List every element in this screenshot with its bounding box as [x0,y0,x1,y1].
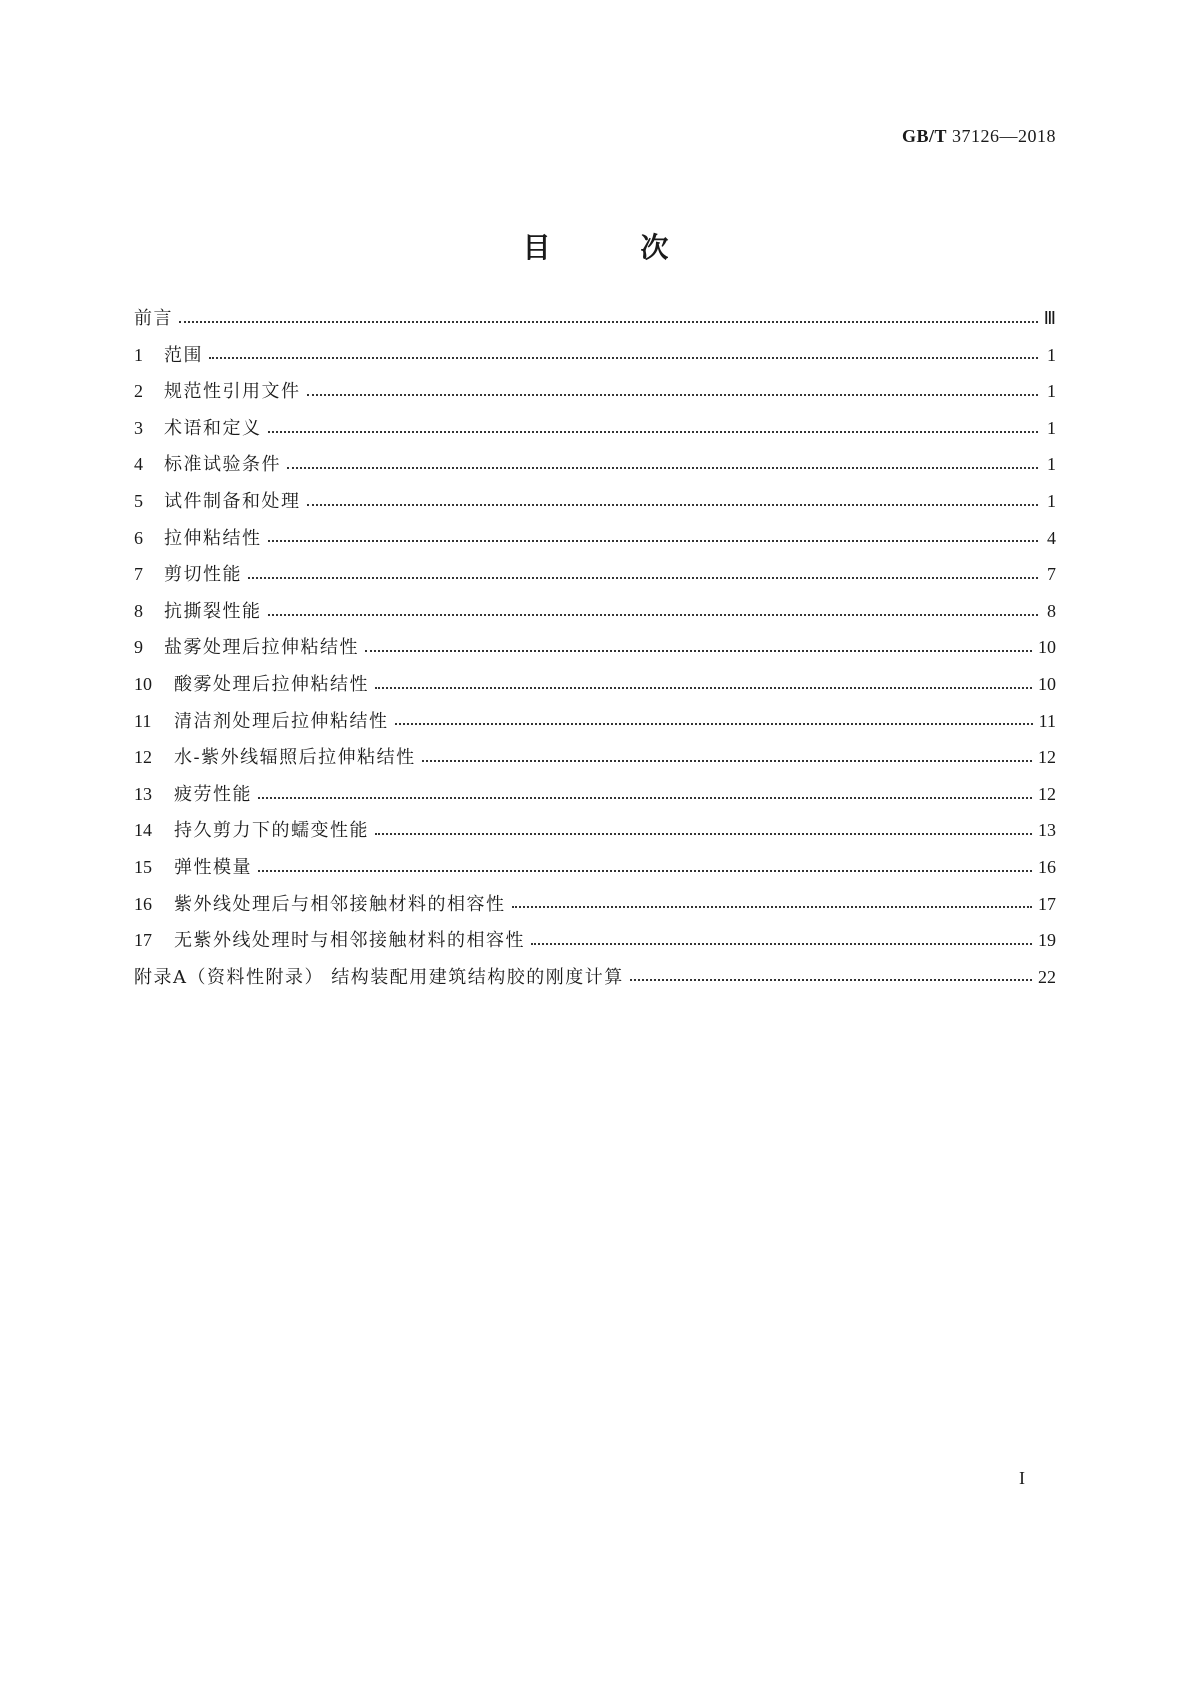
toc-entry-label: 剪切性能 [164,564,242,586]
toc-entry-label: 标准试验条件 [164,454,281,476]
toc-entry[interactable] [134,959,1056,996]
toc-entry-page: 12 [1038,747,1056,768]
dot-leader [422,759,1032,762]
toc-entry-number: 10 [134,673,152,694]
dot-leader [375,686,1032,689]
dot-leader [268,613,1039,616]
toc-entry-number: 9 [134,637,143,658]
toc-entry-page: 4 [1047,527,1056,548]
toc-entry-number: 8 [134,600,143,621]
toc-entry[interactable] [134,629,1056,666]
toc-entry[interactable] [134,776,1056,813]
toc-entry-number: 11 [134,710,152,731]
toc-entry-page: Ⅲ [1043,308,1056,328]
toc-entry-page: 1 [1047,417,1056,438]
dot-leader [268,539,1039,542]
toc-entry-label: 拉伸粘结性 [164,527,262,549]
toc-entry[interactable] [134,410,1056,447]
toc-entry-page: 1 [1047,344,1056,365]
toc-entry-label: 抗撕裂性能 [164,600,262,622]
toc-entry[interactable] [134,812,1056,849]
toc-entry[interactable] [134,886,1056,923]
toc-entry-label: 盐雾处理后拉伸粘结性 [164,637,359,659]
dot-leader [258,869,1032,872]
toc-entry-page: 10 [1038,637,1056,658]
toc-entry-number: 17 [134,930,152,951]
toc-entry-page: 13 [1038,820,1056,841]
dot-leader [209,356,1038,359]
toc-entry[interactable] [134,739,1056,776]
dot-leader [630,978,1032,981]
toc-entry-number: 7 [134,564,143,585]
toc-entry[interactable] [134,666,1056,703]
toc-entry-number: 6 [134,527,143,548]
toc-entry[interactable] [134,556,1056,593]
toc-entry[interactable] [134,300,1056,337]
toc-entry[interactable] [134,703,1056,740]
toc-entry-number: 1 [134,344,143,365]
toc-entry-number: 13 [134,783,152,804]
toc-entry-number: 3 [134,417,143,438]
toc-entry-page: 1 [1047,454,1056,475]
toc-entry-label: 持久剪力下的蠕变性能 [174,820,369,842]
toc-entry-label: 术语和定义 [164,417,262,439]
dot-leader [248,576,1038,579]
toc-entry-page: 11 [1038,710,1056,731]
dot-leader [531,942,1032,945]
toc-entry-number: 12 [134,747,152,768]
toc-entry-number: 4 [134,454,143,475]
toc-entry[interactable] [134,446,1056,483]
toc-entry[interactable] [134,922,1056,959]
toc-entry-page: 8 [1047,600,1056,621]
toc-entry-page: 1 [1047,490,1056,511]
toc-entry-page: 12 [1038,783,1056,804]
dot-leader [375,832,1032,835]
toc-entry-page: 22 [1038,966,1056,987]
toc-entry-page: 16 [1038,856,1056,877]
toc-entry-label: 无紫外线处理时与相邻接触材料的相容性 [174,930,525,952]
toc-entry-label: 水-紫外线辐照后拉伸粘结性 [174,747,416,769]
table-of-contents [134,300,1056,995]
toc-entry-page: 1 [1047,381,1056,402]
toc-entry-number: 16 [134,893,152,914]
toc-entry-page: 7 [1047,564,1056,585]
toc-entry-label: 酸雾处理后拉伸粘结性 [174,673,369,695]
page-title: 目 次 [522,231,709,264]
toc-entry-number: 5 [134,490,143,511]
toc-entry-page: 10 [1038,673,1056,694]
toc-entry-label: 疲劳性能 [174,783,252,805]
toc-entry-number: 2 [134,381,143,402]
toc-entry-label: 弹性模量 [174,856,252,878]
toc-entry[interactable] [134,337,1056,374]
toc-entry-label: 紫外线处理后与相邻接触材料的相容性 [174,893,506,915]
dot-leader [307,393,1039,396]
standard-code [902,126,1056,147]
toc-entry-label: 范围 [164,344,203,366]
toc-entry[interactable] [134,593,1056,630]
dot-leader [268,430,1039,433]
dot-leader [395,722,1033,725]
toc-entry-number: 14 [134,820,152,841]
dot-leader [512,905,1033,908]
toc-entry-label: 试件制备和处理 [164,490,301,512]
toc-entry[interactable] [134,373,1056,410]
toc-entry[interactable] [134,483,1056,520]
toc-entry[interactable] [134,520,1056,557]
standard-prefix: GB/T [901,126,947,146]
toc-entry-label: 前言 [134,308,173,329]
standard-number: 37126—2018 [952,126,1056,146]
toc-entry-number: 15 [134,856,152,877]
toc-entry-label: 规范性引用文件 [164,381,301,403]
dot-leader [307,503,1039,506]
toc-entry-label: 清洁剂处理后拉伸粘结性 [174,710,389,732]
toc-entry-page: 17 [1038,893,1056,914]
toc-entry[interactable] [134,849,1056,886]
dot-leader [179,320,1038,323]
dot-leader [258,796,1032,799]
toc-entry-label: 附录A（资料性附录） 结构装配用建筑结构胶的刚度计算 [134,966,624,988]
dot-leader [287,466,1038,469]
toc-entry-page: 19 [1038,930,1056,951]
dot-leader [365,649,1032,652]
page-number: I [1019,1468,1025,1488]
